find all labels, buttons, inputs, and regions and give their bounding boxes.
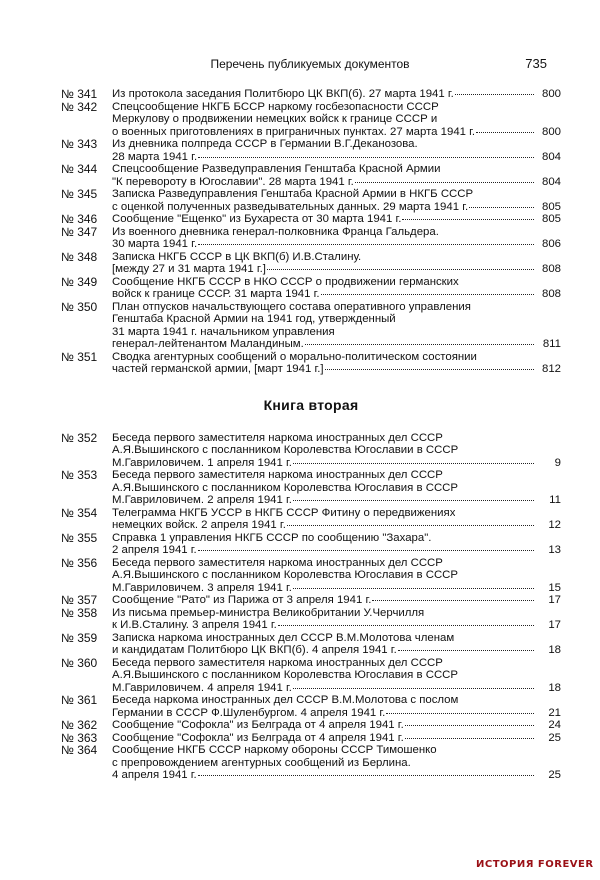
- entry-title-line: с оценкой полученных разведывательных данных. 29 марта 1941 г.: [112, 200, 469, 213]
- entry-line: [112, 226, 561, 239]
- page-reference: 17: [548, 619, 561, 631]
- entry-title-line: Сообщение "Софокла" из Белграда от 4 апреля 1941 г.: [112, 719, 404, 731]
- entry-number: № 343: [61, 137, 98, 151]
- dot-leader: [398, 650, 534, 651]
- dot-leader: [198, 244, 534, 245]
- entry-title-line: Из протокола заседания Политбюро ЦК ВКП(б). 27 марта 1941 г.: [112, 88, 454, 100]
- entry-line: [112, 594, 561, 607]
- entry-title-line: М.Гавриловичем. 3 апреля 1941 г.: [112, 581, 292, 594]
- page-reference: 18: [548, 681, 561, 694]
- entry-title-line: немецких войск. 2 апреля 1941 г.: [112, 519, 286, 531]
- entry-title-line: Сообщение "Ещенко" из Бухареста от 30 марта 1941 г.: [112, 213, 402, 225]
- entry-title-line: 31 марта 1941 г. начальником управления: [112, 325, 335, 338]
- entry-number: № 360: [61, 655, 98, 670]
- entry-title-line: Записка Разведуправления Генштаба Красной Армии в НКГБ СССР: [112, 188, 474, 200]
- entry-number: № 345: [61, 187, 98, 201]
- entry-title-line: Справка 1 управления НКГБ СССР по сообщению "Захара".: [112, 531, 432, 544]
- entry-body: [112, 138, 561, 163]
- dot-leader: [372, 600, 534, 601]
- entry-title-line: 30 марта 1941 г.: [112, 238, 198, 250]
- entry-title-line: с препровождением агентурных сообщений из Берлина.: [112, 756, 411, 769]
- entry-line: [112, 769, 561, 782]
- entry-body: [112, 188, 561, 213]
- entry-title-line: о военных приготовлениях в приграничных пунктах. 27 марта 1941 г.: [112, 125, 476, 138]
- page-reference: 11: [549, 494, 561, 506]
- page-reference: 12: [548, 519, 561, 531]
- entry-line: [112, 213, 561, 226]
- entry-line: [112, 494, 561, 507]
- page-reference: 808: [541, 263, 561, 275]
- toc-entry: [61, 226, 561, 251]
- dot-leader: [267, 269, 534, 270]
- entry-number: № 349: [61, 274, 98, 289]
- entry-title-line: Телеграмма НКГБ УССР в НКГБ СССР Фитину о передвижениях: [112, 506, 456, 519]
- entry-line: [112, 569, 561, 582]
- entry-title-line: Из письма премьер-министра Великобритании У.Черчилля: [112, 606, 425, 619]
- entry-line: [112, 607, 561, 620]
- entry-body: [112, 213, 561, 226]
- dot-leader: [293, 688, 534, 689]
- page-reference: 25: [548, 769, 561, 781]
- entry-title-line: Беседа наркома иностранных дел СССР В.М.Молотова с послом: [112, 694, 459, 706]
- entry-title-line: А.Я.Вышинского с посланником Королевства Югославии в СССР: [112, 444, 459, 456]
- entry-line: [112, 101, 561, 114]
- toc-entry: [61, 657, 561, 695]
- toc-entry: [61, 138, 561, 163]
- entry-number: № 344: [61, 162, 98, 176]
- toc-entry: [61, 694, 561, 719]
- entry-title-line: М.Гавриловичем. 2 апреля 1941 г.: [112, 494, 292, 506]
- entry-line: [112, 544, 561, 557]
- entry-number: № 350: [61, 299, 98, 314]
- entry-body: [112, 657, 561, 695]
- page-reference: 24: [548, 719, 561, 731]
- entry-title-line: "К перевороту в Югославии". 28 марта 1941 г.: [112, 175, 354, 188]
- entry-body: [112, 276, 561, 301]
- entry-line: [112, 519, 561, 532]
- entry-body: [112, 469, 561, 507]
- dot-leader: [386, 713, 534, 714]
- entry-line: [112, 188, 561, 201]
- book-heading: Книга вторая: [263, 396, 359, 413]
- running-title: Перечень публикуемых документов: [210, 57, 410, 71]
- dot-leader: [293, 588, 534, 589]
- toc-entry: [61, 301, 561, 351]
- entry-number: № 351: [61, 349, 98, 364]
- entry-line: [112, 288, 561, 301]
- toc-entry: [61, 188, 561, 213]
- entry-line: [112, 276, 561, 289]
- page-reference: 15: [548, 581, 561, 594]
- entry-title-line: А.Я.Вышинского с посланником Королевства Югославия в СССР: [112, 669, 458, 681]
- entry-body: [112, 594, 561, 607]
- entry-title-line: А.Я.Вышинского с посланником Королевства Югославия в СССР: [112, 481, 458, 494]
- entry-line: [112, 201, 561, 214]
- entry-line: [112, 126, 561, 139]
- entry-line: [112, 263, 561, 276]
- entry-line: [112, 507, 561, 520]
- toc-entry: [61, 101, 561, 139]
- entry-line: [112, 313, 561, 326]
- page-reference: 806: [541, 238, 561, 250]
- watermark-logo: ИСТОРИЯ FOREVER: [476, 859, 594, 870]
- entry-line: [112, 138, 561, 151]
- page-reference: 17: [548, 594, 561, 606]
- entry-number: № 347: [61, 224, 98, 239]
- entry-line: [112, 363, 561, 376]
- entry-title-line: Генштаба Красной Армии на 1941 год, утвержденный: [112, 313, 396, 325]
- entry-line: [112, 113, 561, 126]
- toc-entry: [61, 251, 561, 276]
- page-reference: 805: [541, 200, 561, 213]
- entry-title-line: М.Гавриловичем. 1 апреля 1941 г.: [112, 456, 292, 469]
- entry-body: [112, 351, 561, 376]
- entry-line: [112, 469, 561, 482]
- page-reference: 9: [554, 456, 561, 469]
- entry-line: [112, 351, 561, 364]
- dot-leader: [321, 294, 534, 295]
- entry-line: [112, 482, 561, 495]
- page-reference: 800: [541, 88, 561, 100]
- entry-title-line: Германии в СССР Ф.Шуленбургом. 4 апреля 1941 г.: [112, 706, 386, 719]
- toc-entry: [61, 594, 561, 607]
- entry-body: [112, 557, 561, 595]
- entry-body: [112, 507, 561, 532]
- entry-number: № 358: [61, 605, 98, 620]
- toc-entry: [61, 507, 561, 532]
- toc-entry: [61, 432, 561, 470]
- entry-title-line: М.Гавриловичем. 4 апреля 1941 г.: [112, 681, 292, 694]
- entry-line: [112, 682, 561, 695]
- entry-body: [112, 101, 561, 139]
- entry-number: № 359: [61, 630, 98, 645]
- dot-leader: [293, 500, 534, 501]
- entry-number: № 353: [61, 468, 98, 482]
- entry-title-line: Беседа первого заместителя наркома иностранных дел СССР: [112, 556, 443, 569]
- dot-leader: [469, 207, 534, 208]
- entry-line: [112, 582, 561, 595]
- table-of-contents: [61, 88, 561, 782]
- toc-entry: [61, 532, 561, 557]
- entry-title-line: Сообщение НКГБ СССР наркому обороны СССР Тимошенко: [112, 744, 437, 756]
- toc-entry: [61, 607, 561, 632]
- page-number: 735: [525, 56, 547, 71]
- toc-entry: [61, 744, 561, 782]
- entry-line: [112, 163, 561, 176]
- entry-number: № 354: [61, 505, 98, 520]
- entry-number: № 341: [61, 87, 98, 101]
- entry-line: [112, 301, 561, 314]
- entry-body: [112, 226, 561, 251]
- entry-line: [112, 657, 561, 670]
- entry-title-line: План отпусков начальствующего состава оперативного управления: [112, 300, 471, 313]
- dot-leader: [455, 94, 534, 95]
- entry-title-line: 28 марта 1941 г.: [112, 150, 198, 163]
- entry-title-line: генерал-лейтенантом Маландиным.: [112, 338, 304, 350]
- entry-title-line: Из дневника полпреда СССР в Германии В.Г.Деканозова.: [112, 138, 418, 150]
- entry-line: [112, 619, 561, 632]
- entry-title-line: Сообщение "Рато" из Парижа от 3 апреля 1941 г.: [112, 594, 372, 606]
- toc-entry: [61, 351, 561, 376]
- dot-leader: [293, 463, 534, 464]
- entry-title-line: и кандидатам Политбюро ЦК ВКП(б). 4 апреля 1941 г.: [112, 644, 397, 656]
- entry-body: [112, 732, 561, 745]
- dot-leader: [402, 219, 534, 220]
- entry-title-line: Беседа первого заместителя наркома иностранных дел СССР: [112, 431, 443, 444]
- toc-entry: [61, 732, 561, 745]
- dot-leader: [355, 182, 534, 183]
- entry-number: № 352: [61, 430, 98, 445]
- entry-line: [112, 557, 561, 570]
- page-reference: 21: [548, 706, 561, 719]
- entry-title-line: Из военного дневника генерал-полковника Франца Гальдера.: [112, 225, 439, 238]
- entry-title-line: [между 27 и 31 марта 1941 г.]: [112, 263, 266, 275]
- entry-line: [112, 669, 561, 682]
- entry-number: № 357: [61, 593, 98, 607]
- toc-entry: [61, 88, 561, 101]
- toc-entry: [61, 213, 561, 226]
- entry-title-line: Сообщение НКГБ СССР в НКО СССР о продвижении германских: [112, 275, 459, 288]
- toc-entry: [61, 632, 561, 657]
- entry-title-line: Сводка агентурных сообщений о морально-политическом состоянии: [112, 350, 477, 363]
- entry-line: [112, 238, 561, 251]
- entry-number: № 355: [61, 530, 98, 545]
- entry-body: [112, 719, 561, 732]
- entry-title-line: Сообщение "Софокла" из Белграда от 4 апреля 1941 г.: [112, 731, 404, 744]
- entry-title-line: Спецсообщение Разведуправления Генштаба Красной Армии: [112, 163, 441, 175]
- entry-line: [112, 338, 561, 351]
- page-reference: 805: [541, 213, 561, 225]
- entry-number: № 342: [61, 99, 98, 114]
- page-reference: 812: [541, 363, 561, 375]
- entry-line: [112, 744, 561, 757]
- page-reference: 25: [548, 731, 561, 744]
- entry-body: [112, 694, 561, 719]
- entry-number: № 346: [61, 212, 98, 226]
- page-reference: 800: [541, 125, 561, 138]
- toc-entry: [61, 719, 561, 732]
- dot-leader: [405, 738, 534, 739]
- entry-line: [112, 532, 561, 545]
- entry-title-line: войск к границе СССР. 31 марта 1941 г.: [112, 288, 320, 300]
- entry-title-line: Записка наркома иностранных дел СССР В.М.Молотова членам: [112, 631, 455, 644]
- entry-body: [112, 607, 561, 632]
- entry-line: [112, 457, 561, 470]
- entry-body: [112, 88, 561, 101]
- entry-title-line: Записка НКГБ СССР в ЦК ВКП(б) И.В.Сталину.: [112, 250, 362, 263]
- dot-leader: [305, 344, 534, 345]
- entry-line: [112, 151, 561, 164]
- entry-body: [112, 251, 561, 276]
- entry-line: [112, 644, 561, 657]
- entry-title-line: Меркулову о продвижении немецких войск к границе СССР и: [112, 113, 438, 125]
- entry-line: [112, 632, 561, 645]
- entry-title-line: 2 апреля 1941 г.: [112, 544, 197, 556]
- page-reference: 804: [541, 175, 561, 188]
- dot-leader: [278, 625, 534, 626]
- dot-leader: [325, 369, 534, 370]
- page-header: [0, 57, 600, 77]
- page-reference: 811: [542, 338, 561, 350]
- entry-number: № 356: [61, 555, 98, 570]
- entry-line: [112, 707, 561, 720]
- entry-line: [112, 757, 561, 770]
- entry-title-line: Спецсообщение НКГБ БССР наркому госбезопасности СССР: [112, 100, 439, 113]
- entry-body: [112, 744, 561, 782]
- dot-leader: [287, 525, 534, 526]
- entry-title-line: Беседа первого заместителя наркома иностранных дел СССР: [112, 656, 443, 669]
- page-reference: 13: [548, 544, 561, 556]
- dot-leader: [405, 725, 534, 726]
- entry-number: № 363: [61, 730, 98, 745]
- entry-line: [112, 326, 561, 339]
- page-reference: 804: [541, 150, 561, 163]
- entry-title-line: к И.В.Сталину. 3 апреля 1941 г.: [112, 619, 277, 631]
- dot-leader: [476, 132, 534, 133]
- toc-entry: [61, 276, 561, 301]
- toc-entry: [61, 469, 561, 507]
- entry-line: [112, 444, 561, 457]
- entry-title-line: частей германской армии, [март 1941 г.]: [112, 363, 324, 375]
- entry-line: [112, 732, 561, 745]
- dot-leader: [198, 157, 534, 158]
- toc-entry: [61, 557, 561, 595]
- entry-body: [112, 432, 561, 470]
- entry-number: № 361: [61, 693, 98, 707]
- entry-number: № 348: [61, 249, 98, 264]
- entry-body: [112, 632, 561, 657]
- dot-leader: [198, 775, 534, 776]
- toc-entry: [61, 163, 561, 188]
- entry-body: [112, 532, 561, 557]
- entry-title-line: 4 апреля 1941 г.: [112, 769, 197, 781]
- entry-line: [112, 694, 561, 707]
- entry-line: [112, 719, 561, 732]
- page-reference: 18: [548, 644, 561, 656]
- entry-body: [112, 301, 561, 351]
- dot-leader: [198, 550, 534, 551]
- entry-line: [112, 88, 561, 101]
- page-reference: 808: [541, 288, 561, 300]
- entry-line: [112, 176, 561, 189]
- entry-line: [112, 432, 561, 445]
- entry-body: [112, 163, 561, 188]
- entry-number: № 364: [61, 743, 98, 757]
- entry-title-line: А.Я.Вышинского с посланником Королевства Югославия в СССР: [112, 569, 458, 581]
- entry-title-line: Беседа первого заместителя наркома иностранных дел СССР: [112, 469, 443, 481]
- entry-number: № 362: [61, 718, 98, 732]
- entry-line: [112, 251, 561, 264]
